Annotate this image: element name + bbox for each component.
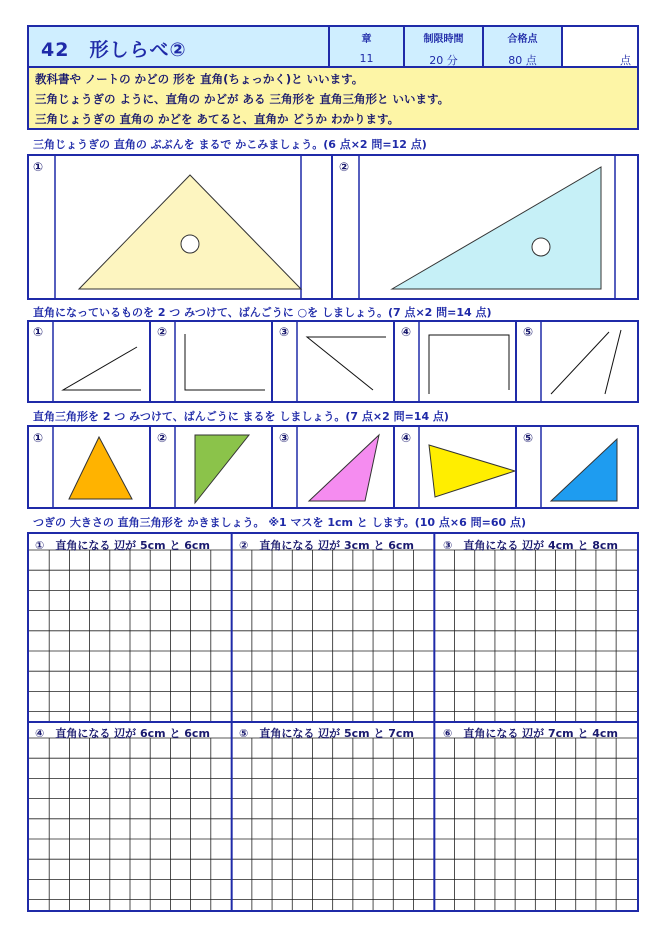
item-number: ⑤	[523, 431, 534, 445]
triangle-ruler-1	[79, 175, 301, 289]
time-limit-value: 20 分	[429, 54, 458, 67]
chapter-cell	[330, 25, 405, 68]
section2-item-4[interactable]	[393, 320, 517, 403]
title-cell	[27, 25, 330, 68]
pass-score-value: 80 点	[508, 54, 537, 67]
section2-item-5[interactable]	[515, 320, 639, 403]
section2-item-3[interactable]	[271, 320, 395, 403]
time-limit-cell	[405, 25, 484, 68]
angle-figure-4	[395, 322, 515, 401]
section2-item-1[interactable]	[27, 320, 151, 403]
item-number: ③	[279, 431, 290, 445]
section3-item-2[interactable]	[149, 425, 273, 509]
section4-instruction: つぎの 大きさの 直角三角形を かきましょう。 ※1 マスを 1cm と します。(10 点×6 問=60 点)	[33, 516, 526, 529]
item-number: ②	[157, 325, 168, 339]
triangle-ruler-2	[392, 167, 601, 289]
grid-label-1: ① 直角になる 辺が 5cm と 6cm	[35, 539, 210, 552]
pass-score-cell	[484, 25, 563, 68]
intro-line-2: 三角じょうぎの ように、直角の かどが ある 三角形を 直角三角形と いいます。	[35, 92, 450, 106]
section3-item-1[interactable]	[27, 425, 151, 509]
angle-figure-2	[151, 322, 271, 401]
score-field[interactable]	[563, 25, 639, 68]
score-unit: 点	[620, 54, 631, 67]
item-number: ④	[401, 325, 412, 339]
chapter-value: 11	[359, 52, 374, 65]
intro-line-1: 教科書や ノートの かどの 形を 直角(ちょっかく)と いいます。	[35, 72, 364, 86]
grid-label-5: ⑤ 直角になる 辺が 5cm と 7cm	[239, 727, 414, 740]
triangle-figure-1	[29, 427, 149, 507]
item-number: ①	[33, 431, 44, 445]
grid-label-3: ③ 直角になる 辺が 4cm と 8cm	[443, 539, 618, 552]
item-number: ②	[157, 431, 168, 445]
item-number: ④	[401, 431, 412, 445]
triangle-ruler-2-figure	[333, 156, 637, 298]
triangle-figure-5	[517, 427, 637, 507]
pass-score-label: 合格点	[507, 34, 538, 45]
section1-item-2[interactable]	[331, 154, 639, 300]
item-number: ②	[339, 160, 350, 174]
section3-item-3[interactable]	[271, 425, 395, 509]
triangle-figure-4	[395, 427, 515, 507]
section1-instruction: 三角じょうぎの 直角の ぶぶんを まるで かこみましょう。(6 点×2 問=12 点)	[33, 138, 427, 151]
intro-line-3: 三角じょうぎの 直角の かどを あてると、直角か どうか わかります。	[35, 112, 400, 126]
item-number: ⑤	[523, 325, 534, 339]
triangle-figure-3	[273, 427, 393, 507]
chapter-label: 章	[361, 34, 372, 45]
item-number: ①	[33, 160, 44, 174]
intro-box	[27, 68, 639, 130]
section3-item-4[interactable]	[393, 425, 517, 509]
item-number: ①	[33, 325, 44, 339]
section2-instruction: 直角になっているものを 2 つ みつけて、ばんごうに ○を しましょう。(7 点×2 問=14 点)	[33, 306, 492, 319]
angle-figure-1	[29, 322, 149, 401]
triangle-ruler-1-figure	[29, 156, 331, 298]
grid-label-4: ④ 直角になる 辺が 6cm と 6cm	[35, 727, 210, 740]
grid-label-2: ② 直角になる 辺が 3cm と 6cm	[239, 539, 414, 552]
time-limit-label: 制限時間	[423, 34, 464, 45]
drawing-grid-area[interactable]	[27, 532, 639, 912]
angle-figure-5	[517, 322, 637, 401]
section3-instruction: 直角三角形を 2 つ みつけて、ばんごうに まるを しましょう。(7 点×2 問=14 点)	[33, 410, 449, 423]
section1-item-1[interactable]	[27, 154, 333, 300]
section3-item-5[interactable]	[515, 425, 639, 509]
angle-figure-3	[273, 322, 393, 401]
triangle-figure-2	[151, 427, 271, 507]
page-title: 42 形しらべ②	[41, 39, 187, 61]
graph-paper-grid	[29, 534, 637, 910]
item-number: ③	[279, 325, 290, 339]
section2-item-2[interactable]	[149, 320, 273, 403]
grid-label-6: ⑥ 直角になる 辺が 7cm と 4cm	[443, 727, 618, 740]
